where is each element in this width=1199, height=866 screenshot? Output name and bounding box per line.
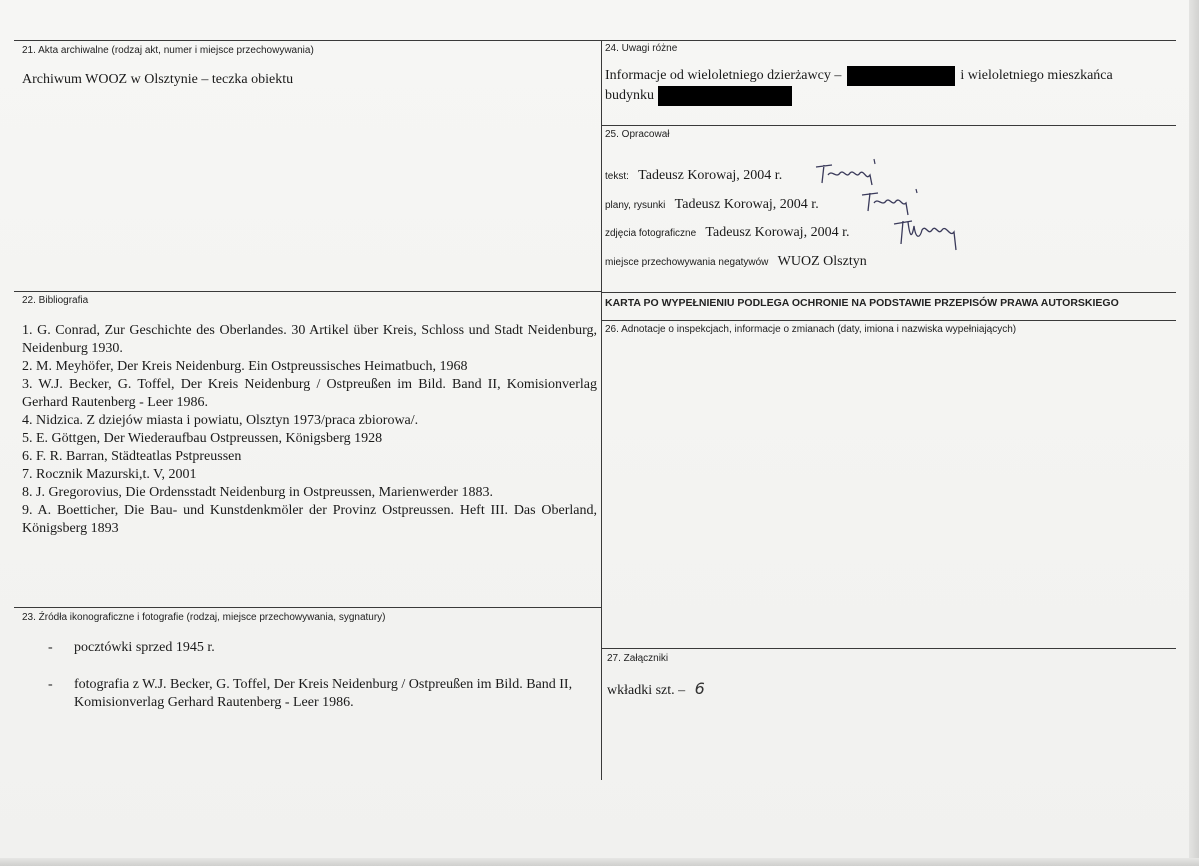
bibliography-item: 7. Rocznik Mazurski,t. V, 2001	[22, 467, 197, 482]
attachments-text: wkładki szt. –	[607, 683, 686, 698]
author-row-value: Tadeusz Korowaj, 2004 r.	[638, 168, 783, 183]
section-21-label: 21. Akta archiwalne (rodzaj akt, numer i miejsce przechowywania)	[22, 45, 314, 56]
iconography-item	[48, 639, 594, 657]
author-row-negatives	[605, 254, 867, 270]
section-24-label: 24. Uwagi różne	[605, 43, 678, 54]
bibliography-item: 1. G. Conrad, Zur Geschichte des Oberlandes. 30 Artikel über Kreis, Schloss und Stadt Neidenburg, Neidenburg 1930.	[22, 323, 597, 356]
author-row-value: Tadeusz Korowaj, 2004 r.	[674, 197, 819, 212]
divider-note-26	[601, 320, 1176, 321]
signature-icon	[890, 212, 970, 256]
remarks-text-b: i wieloletniego mieszkańca	[960, 68, 1113, 84]
remarks-line-1	[605, 66, 1176, 86]
page-edge-bottom	[0, 858, 1199, 866]
divider-25-note	[601, 292, 1176, 293]
author-row-photos	[605, 225, 849, 241]
divider-24-25	[601, 125, 1176, 126]
list-dash: -	[48, 677, 53, 692]
redacted-name	[658, 86, 792, 106]
bibliography-list	[22, 322, 597, 538]
author-row-drawings	[605, 197, 819, 213]
list-dash: -	[48, 640, 53, 655]
author-row-label: plany, rysunki	[605, 200, 666, 211]
divider-22-23	[14, 607, 601, 608]
bibliography-item: 6. F. R. Barran, Städteatlas Pstpreussen	[22, 449, 242, 464]
attachments-handwritten-count: 6	[694, 679, 705, 698]
iconography-item	[48, 676, 598, 712]
section-27-label: 27. Załączniki	[607, 653, 669, 664]
author-row-value: WUOZ Olsztyn	[777, 254, 867, 269]
iconography-item-text: fotografia z W.J. Becker, G. Toffel, Der Kreis Neidenburg / Ostpreußen im Bild. Band II, Komisionverlag Gerhard Rautenberg - Leer 1986.	[74, 677, 573, 710]
page-edge-right	[1189, 0, 1199, 866]
section-25-label: 25. Opracował	[605, 129, 670, 140]
section-26-label: 26. Adnotacje o inspekcjach, informacje o zmianach (daty, imiona i nazwiska wypełniających)	[605, 324, 1017, 335]
remarks-text-a: Informacje od wieloletniego dzierżawcy –	[605, 68, 842, 84]
bibliography-item: 8. J. Gregorovius, Die Ordensstadt Neidenburg in Ostpreussen, Marienwerder 1883.	[22, 485, 493, 500]
center-divider-upper	[601, 40, 602, 780]
author-row-label: tekst:	[605, 171, 629, 182]
remarks-line-2	[605, 86, 792, 106]
author-row-value: Tadeusz Korowaj, 2004 r.	[705, 225, 850, 240]
copyright-note: KARTA PO WYPEŁNIENIU PODLEGA OCHRONIE NA PODSTAWIE PRZEPISÓW PRAWA AUTORSKIEGO	[605, 297, 1119, 309]
divider-21-22	[14, 291, 601, 292]
divider-26-27	[601, 648, 1176, 649]
bibliography-item: 3. W.J. Becker, G. Toffel, Der Kreis Neidenburg / Ostpreußen im Bild. Band II, Komisionverlag Gerhard Rautenberg - Leer 1986.	[22, 377, 597, 410]
redacted-name	[847, 66, 955, 86]
bibliography-item: 2. M. Meyhöfer, Der Kreis Neidenburg. Ein Ostpreussisches Heimatbuch, 1968	[22, 359, 468, 374]
bibliography-item: 4. Nidzica. Z dziejów miasta i powiatu, Olsztyn 1973/praca zbiorowa/.	[22, 413, 419, 428]
bibliography-item: 9. A. Boetticher, Die Bau- und Kunstdenkmöler der Provinz Ostpreussen. Heft III. Das Oberland, Königsberg 1893	[22, 503, 597, 536]
section-22-label: 22. Bibliografia	[22, 295, 89, 306]
bibliography-item: 5. E. Göttgen, Der Wiederaufbau Ostpreussen, Königsberg 1928	[22, 431, 383, 446]
attachments-count	[607, 679, 705, 699]
section-21-text: Archiwum WOOZ w Olsztynie – teczka obiektu	[22, 72, 294, 87]
author-row-text	[605, 168, 782, 184]
section-23-label: 23. Źródła ikonograficzne i fotografie (rodzaj, miejsce przechowywania, sygnatury)	[22, 612, 386, 623]
author-row-label: zdjęcia fotograficzne	[605, 228, 697, 239]
author-row-label: miejsce przechowywania negatywów	[605, 257, 769, 268]
iconography-item-text: pocztówki sprzed 1945 r.	[74, 640, 215, 655]
remarks-text-c: budynku	[605, 88, 654, 104]
top-border	[14, 40, 1176, 41]
